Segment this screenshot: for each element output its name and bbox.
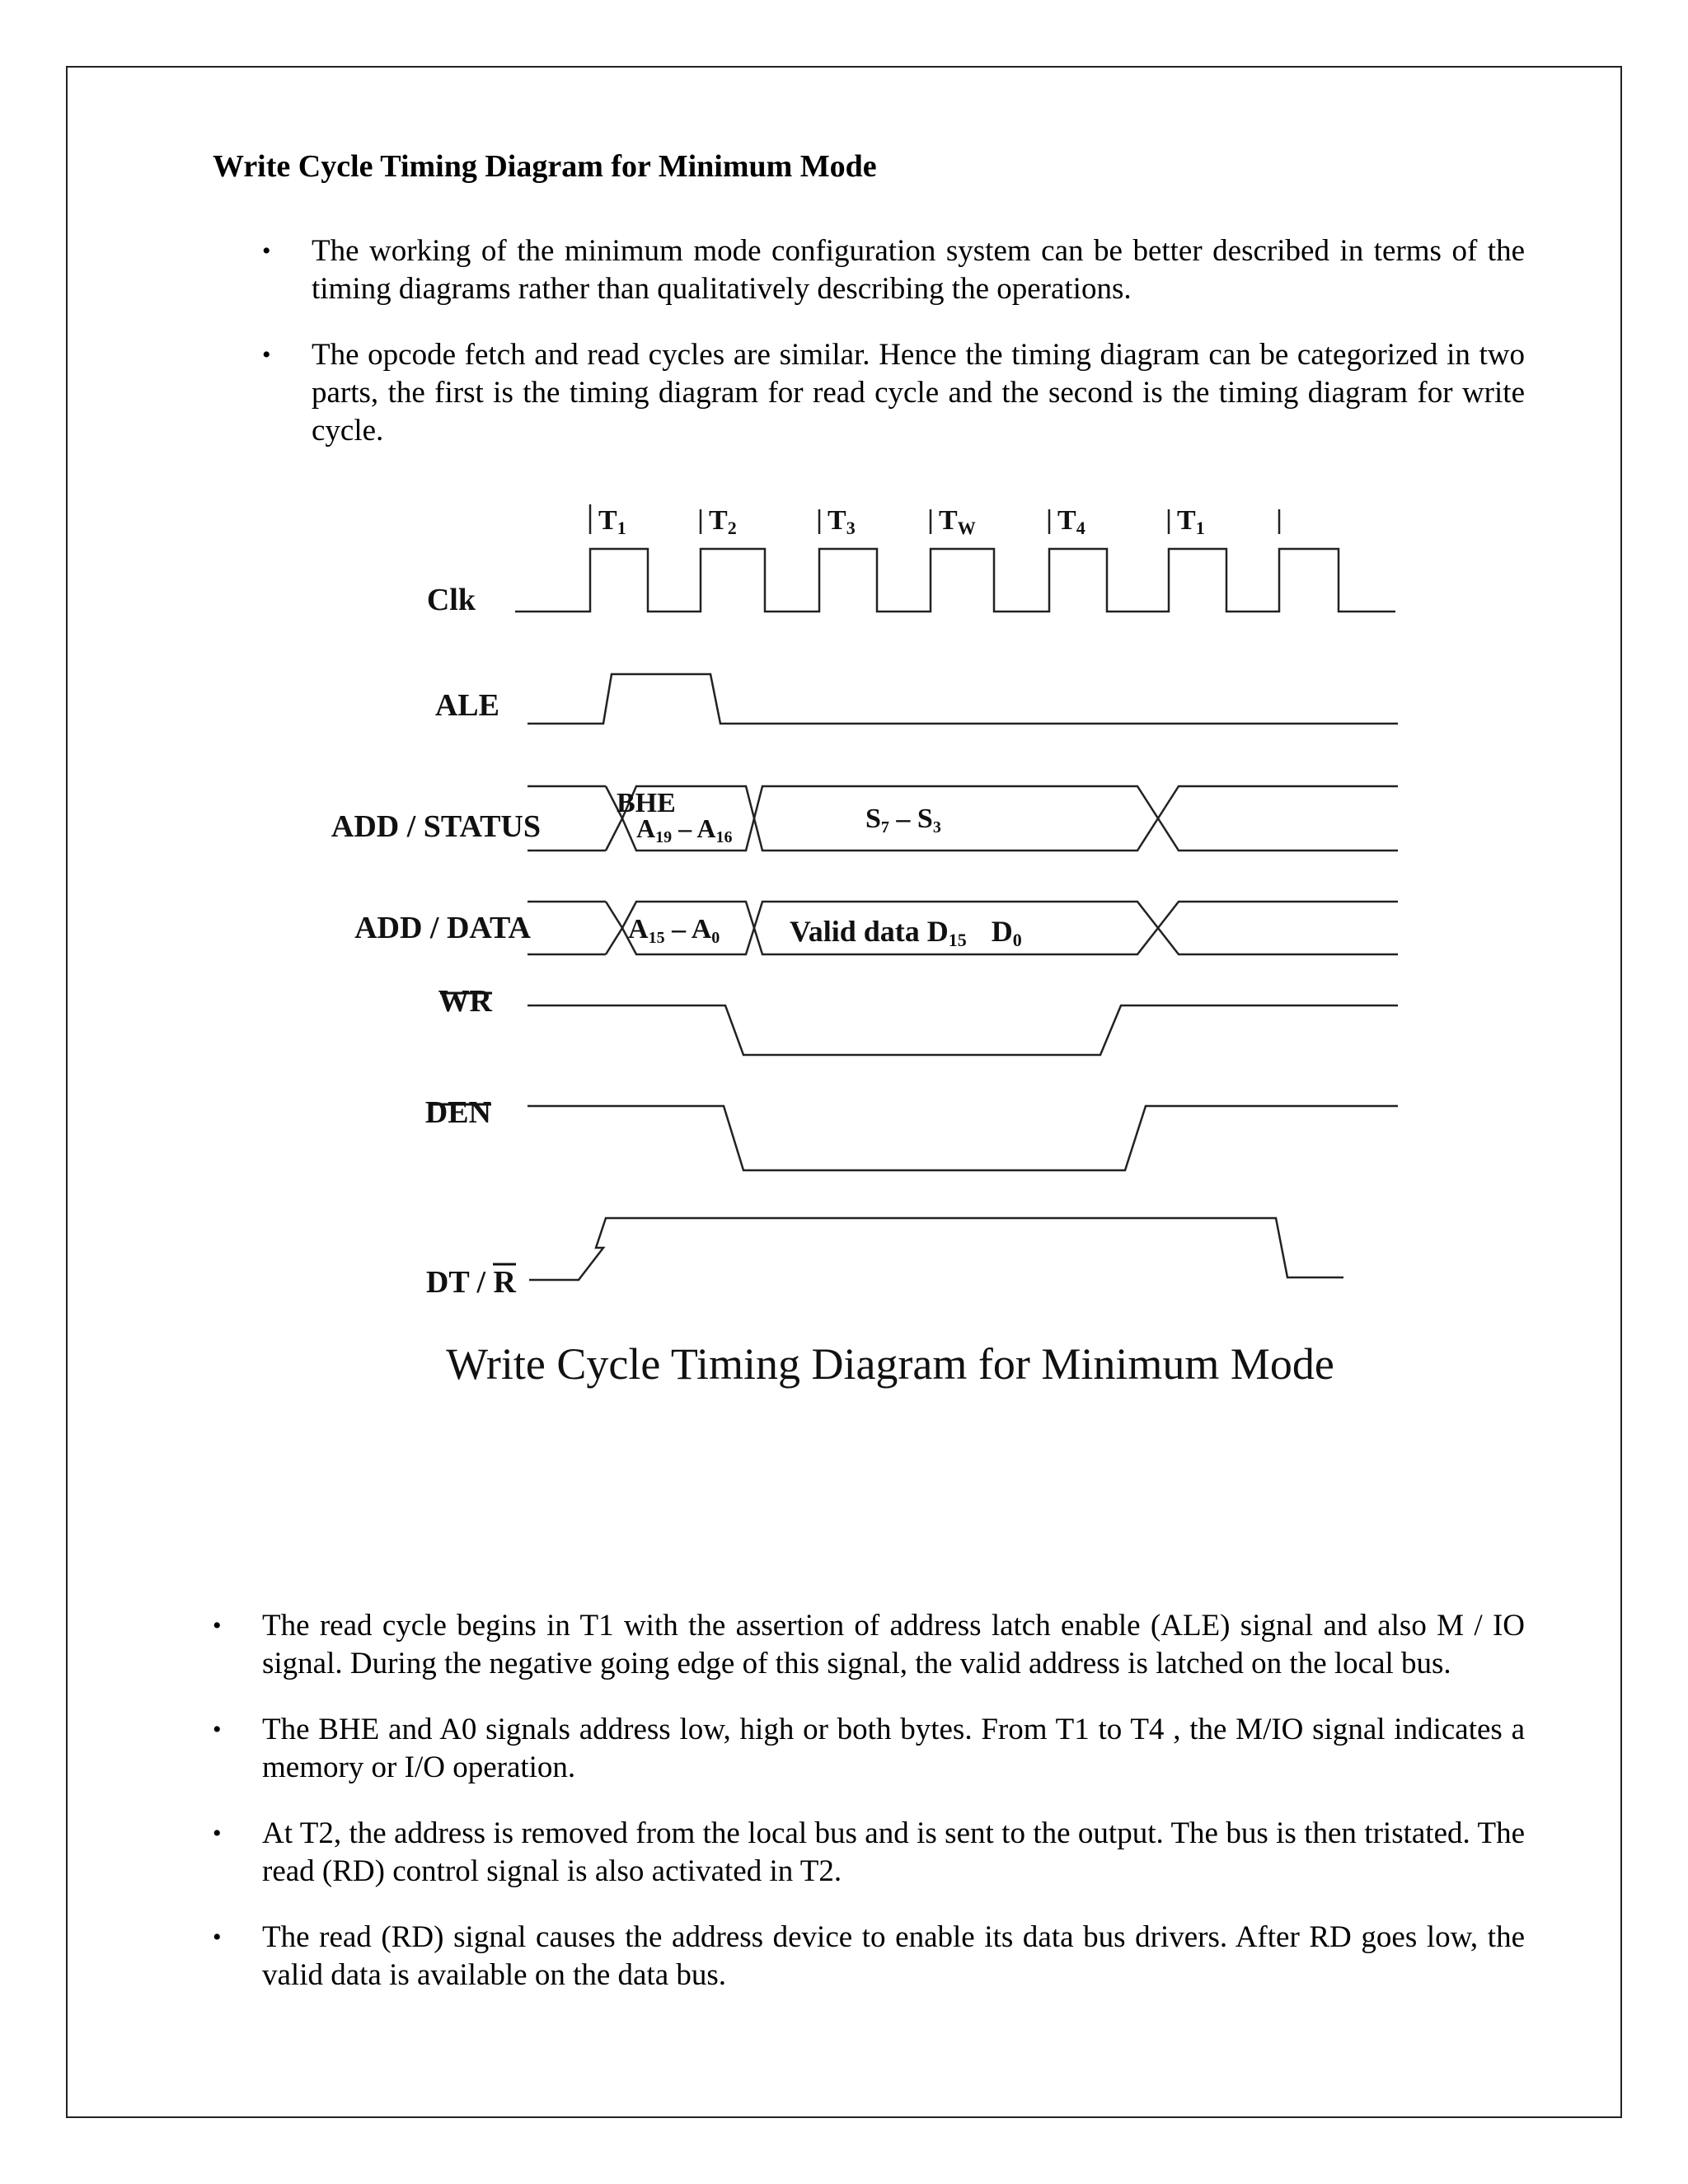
state-label-t4: T4 [1057,505,1085,538]
bullet-icon: • [213,1820,222,1847]
list-item [213,1607,1525,1683]
signal-label-dt-r: DT / R [425,1265,516,1300]
signal-label-wr: WR [438,984,492,1019]
segment-valid-data: Valid data D15 D0 [790,915,1022,950]
state-label-t1-next: T1 [1177,505,1205,538]
diagram-caption: Write Cycle Timing Diagram for Minimum Mode [446,1339,1334,1389]
bullet-icon: • [213,1612,222,1639]
page-heading: Write Cycle Timing Diagram for Minimum Mode [213,149,877,184]
bullet-text: The opcode fetch and read cycles are similar. Hence the timing diagram can be categorized in two parts, the first is the timing diagram for read cycle and the second is the timing diagram for write cycle. [312,338,1525,448]
bullet-text: At T2, the address is removed from the local bus and is sent to the output. The bus is then tristated. The read (RD) control signal is also activated in T2. [262,1816,1525,1888]
signal-label-add-status: ADD / STATUS [331,809,541,844]
notes-bullet-list [213,1607,1525,2022]
bullet-text: The read cycle begins in T1 with the assertion of address latch enable (ALE) signal and also M / IO signal. During the negative going edge of this signal, the valid address is latched on the local bus. [262,1609,1525,1680]
list-item [262,232,1525,308]
list-item [213,1711,1525,1787]
list-item [213,1815,1525,1891]
segment-bhe: BHE [617,788,676,818]
state-label-t3: T3 [828,505,856,538]
bullet-icon: • [262,341,271,368]
intro-bullet-list [262,232,1525,478]
bullet-text: The read (RD) signal causes the address device to enable its data bus drivers. After RD goes low, the valid data is available on the data bus. [262,1920,1525,1992]
segment-a15-a0: A15 – A0 [628,914,720,947]
list-item [213,1919,1525,1994]
signal-label-clk: Clk [426,583,476,617]
bullet-text: The BHE and A0 signals address low, high or both bytes. From T1 to T4 , the M/IO signal indicates a memory or I/O operation. [262,1713,1525,1784]
bullet-icon: • [213,1716,222,1743]
signal-label-den: DEN [424,1095,491,1130]
state-label-t1: T1 [598,505,626,538]
segment-s7-s3: S7 – S3 [865,804,941,837]
signal-label-add-data: ADD / DATA [354,911,531,945]
state-label-t2: T2 [709,505,737,538]
bullet-icon: • [262,237,271,265]
state-label-tw: TW [939,505,976,538]
bullet-icon: • [213,1924,222,1951]
bullet-text: The working of the minimum mode configuration system can be better described in terms of the timing diagrams rather than qualitatively describing the operations. [312,234,1525,306]
segment-a19-a16: A19 – A16 [636,813,733,846]
timing-diagram [313,486,1409,1418]
list-item [262,336,1525,450]
signal-label-ale: ALE [434,688,499,723]
